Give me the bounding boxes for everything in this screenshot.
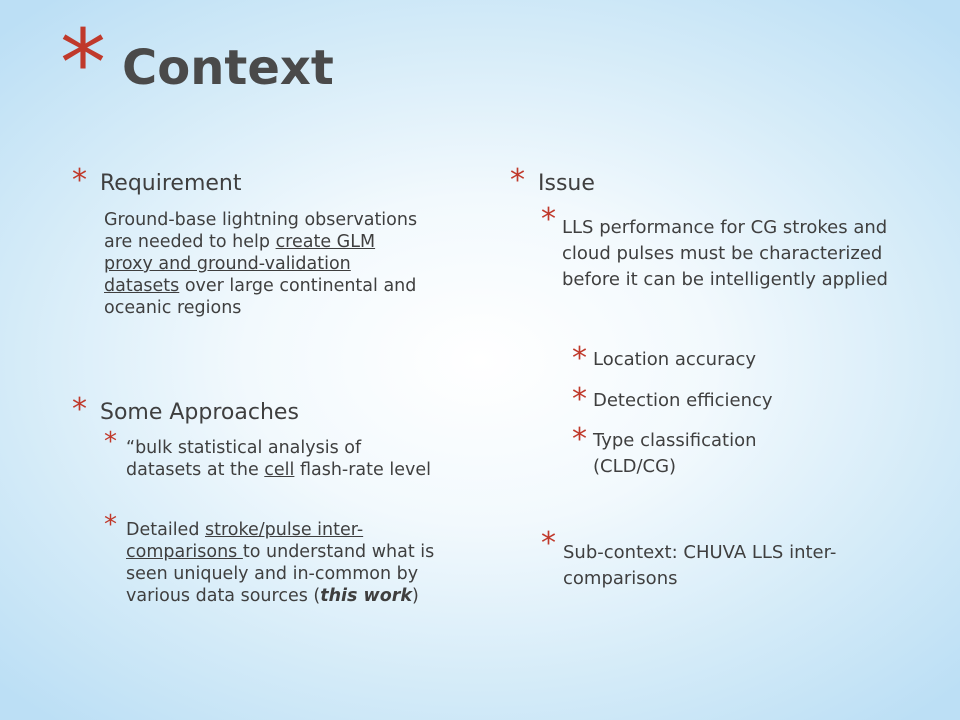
- location-accuracy-text: Location accuracy: [593, 349, 757, 370]
- issue-heading: Issue: [538, 171, 595, 196]
- approach-2-text: [126, 519, 448, 607]
- approach-2-star-bullet-icon: *: [104, 510, 117, 540]
- approach-1-text-part1: “bulk statistical analysis of datasets at the: [126, 438, 362, 480]
- approach-2-text-end: ): [412, 586, 419, 606]
- approach-1-text-underlined: cell: [264, 460, 295, 480]
- requirement-text-part2: over large continental and oceanic regions: [104, 276, 417, 318]
- detection-efficiency-text: Detection efficiency: [593, 390, 773, 411]
- location-accuracy-star-bullet-icon: *: [572, 341, 587, 376]
- subcontext-text: Sub-context: CHUVA LLS inter-comparisons: [563, 542, 837, 589]
- type-classification-star-bullet-icon: *: [572, 422, 587, 457]
- approaches-star-bullet-icon: *: [72, 392, 87, 427]
- detection-efficiency-star-bullet-icon: *: [572, 382, 587, 417]
- subcontext-star-bullet-icon: *: [541, 526, 556, 561]
- issue-sub-star-bullet-icon: *: [541, 202, 556, 237]
- approach-1-text: [126, 437, 438, 481]
- page-title: Context: [122, 40, 334, 96]
- approach-1-star-bullet-icon: *: [104, 427, 117, 457]
- approach-2-text-part1: Detailed: [126, 520, 205, 540]
- requirement-text: [104, 209, 422, 319]
- type-classification-text: Type classification (CLD/CG): [593, 430, 757, 477]
- issue-star-bullet-icon: *: [510, 163, 525, 198]
- issue-sub-text: LLS performance for CG strokes and cloud pulses must be characterized before it can be intelligently applied: [562, 217, 888, 290]
- approach-2-text-emphasis: this work: [320, 586, 413, 606]
- approach-2-text-part2: to understand what is seen uniquely and in-common by various data sources (: [126, 542, 435, 606]
- approaches-heading: Some Approaches: [100, 400, 299, 425]
- approach-2-text-underlined: stroke/pulse inter-comparisons: [126, 520, 364, 562]
- title-star-bullet-icon: *: [60, 10, 106, 117]
- requirement-text-part1: Ground-base lightning observations are needed to help: [104, 210, 418, 252]
- requirement-heading: Requirement: [100, 171, 242, 196]
- requirement-text-underlined: create GLM proxy and ground-validation datasets: [104, 232, 376, 296]
- approach-1-text-part2: flash-rate level: [294, 460, 431, 480]
- requirement-star-bullet-icon: *: [72, 163, 87, 198]
